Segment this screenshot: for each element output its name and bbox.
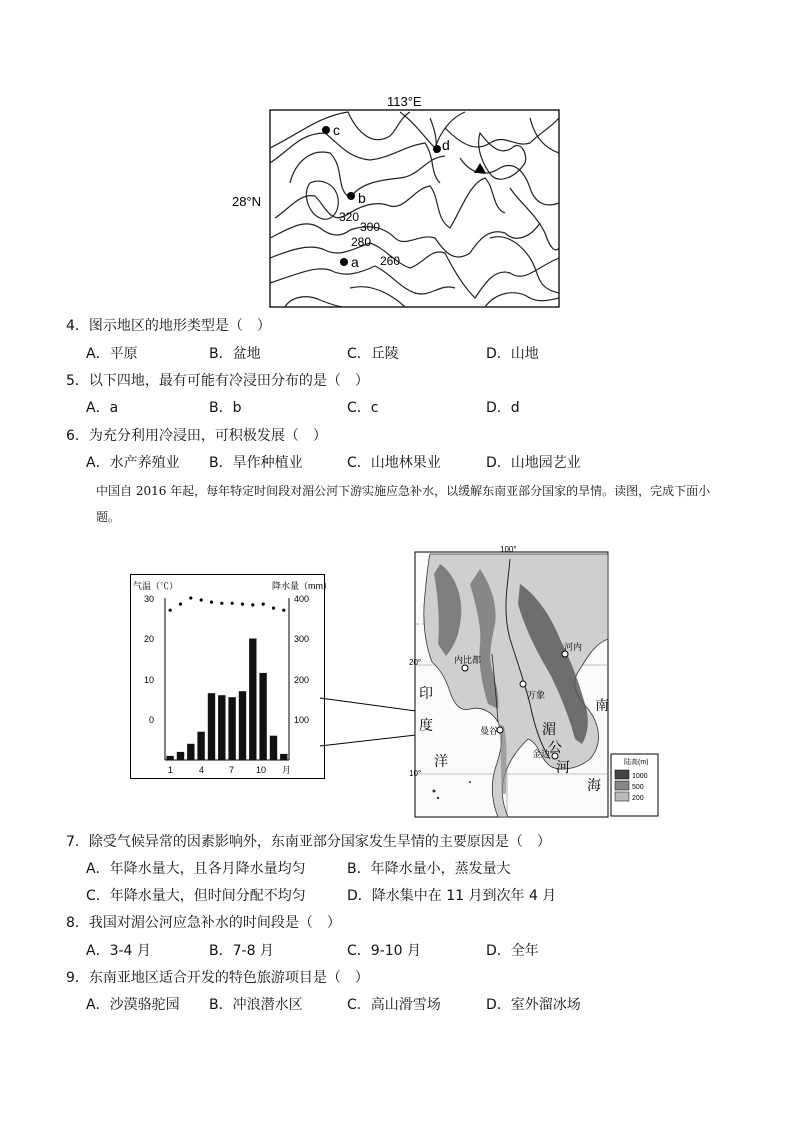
point-a-label: a	[351, 254, 359, 270]
q5-option-b[interactable]: B．b	[209, 400, 242, 416]
temp-tick-0: 0	[149, 715, 155, 725]
island	[437, 797, 439, 799]
point-b-label: b	[358, 190, 366, 206]
lat-10-label: 10°	[409, 769, 422, 778]
indian-ocean-char-2: 度	[419, 717, 433, 733]
temp-dot-9	[251, 603, 254, 606]
city-vientiane-marker	[520, 681, 526, 687]
longitude-label: 113°E	[387, 94, 422, 109]
precip-bar-5	[208, 693, 215, 760]
temp-dot-8	[241, 603, 244, 606]
x-tick-10: 10	[256, 765, 267, 775]
q4-option-c[interactable]: C．丘陵	[347, 346, 399, 362]
precip-bar-4	[197, 732, 204, 760]
temp-dot-2	[179, 603, 182, 606]
x-tick-7: 7	[229, 765, 235, 775]
q4-option-a[interactable]: A．平原	[86, 346, 138, 362]
question-6: 6．为充分利用冷浸田，可积极发展（ ）	[66, 428, 327, 444]
precip-bar-1	[166, 756, 173, 760]
city-vientiane: 万象	[527, 690, 546, 700]
q6-option-d[interactable]: D．山地园艺业	[486, 455, 581, 471]
precip-tick-100: 100	[294, 715, 310, 725]
indian-ocean-char-1: 印	[419, 685, 433, 701]
lat-20-label: 20°	[409, 658, 422, 667]
temp-tick-20: 20	[144, 634, 155, 644]
q7-option-d[interactable]: D．降水集中在 11 月到次年 4 月	[347, 888, 557, 904]
city-hanoi: 河内	[564, 642, 583, 652]
q8-option-b[interactable]: B．7-8 月	[209, 943, 274, 959]
climate-chart	[130, 574, 332, 779]
temp-dot-3	[189, 596, 192, 599]
legend-label-200: 200	[632, 795, 644, 802]
q9-option-b[interactable]: B．冲浪潜水区	[209, 997, 303, 1013]
legend-swatch-500	[615, 781, 629, 790]
point-d-label: d	[442, 137, 450, 153]
island	[433, 790, 436, 793]
south-sea-char-1: 南	[595, 697, 609, 713]
legend-title: 陆高(m)	[624, 759, 649, 766]
q5-option-c[interactable]: C．c	[347, 400, 379, 416]
precip-bar-7	[228, 697, 235, 760]
precip-tick-200: 200	[294, 675, 310, 685]
precipitation-bars	[166, 639, 287, 761]
temp-dot-4	[200, 598, 203, 601]
city-bangkok: 曼谷	[480, 726, 499, 736]
legend-swatch-1000	[615, 770, 629, 779]
q4-option-d[interactable]: D．山地	[486, 346, 539, 362]
lon-100-label: 100°	[500, 545, 517, 554]
q4-option-b[interactable]: B．盆地	[209, 346, 261, 362]
mekong-char-1: 湄	[542, 721, 556, 737]
x-unit-month: 月	[282, 765, 292, 775]
precip-bar-10	[259, 673, 266, 760]
q7-option-c[interactable]: C．年降水量大，但时间分配不均匀	[86, 888, 306, 904]
point-d-marker	[433, 145, 441, 153]
precip-bar-3	[187, 744, 194, 760]
legend-label-1000: 1000	[632, 773, 648, 780]
point-c-label: c	[333, 122, 340, 138]
temp-tick-10: 10	[144, 675, 155, 685]
temp-tick-30: 30	[144, 594, 155, 604]
temperature-dots	[169, 596, 286, 611]
temp-dot-6	[220, 602, 223, 605]
topographic-map	[230, 88, 570, 313]
question-5: 5．以下四地，最有可能有冷浸田分布的是（ ）	[66, 373, 369, 389]
q5-option-a[interactable]: A．a	[86, 400, 119, 416]
indian-ocean-char-3: 洋	[434, 753, 448, 769]
question-8: 8．我国对湄公河应急补水的时间段是（ ）	[66, 915, 341, 931]
temp-dot-12	[282, 609, 285, 612]
temp-dot-5	[210, 601, 213, 604]
precip-bar-11	[270, 736, 277, 760]
mekong-char-2: 公	[548, 739, 562, 755]
contour-label-280: 280	[351, 235, 372, 249]
latitude-label: 28°N	[232, 194, 262, 209]
temp-dot-10	[262, 603, 265, 606]
city-naypyidaw-marker	[462, 665, 468, 671]
q9-option-c[interactable]: C．高山滑雪场	[347, 997, 441, 1013]
q6-option-c[interactable]: C．山地林果业	[347, 455, 441, 471]
legend-label-500: 500	[632, 784, 644, 791]
map-frame	[270, 110, 559, 307]
q8-option-d[interactable]: D．全年	[486, 943, 539, 959]
precip-bar-12	[280, 754, 287, 760]
precip-tick-400: 400	[294, 594, 310, 604]
q8-option-c[interactable]: C．9-10 月	[347, 943, 421, 959]
southeast-asia-map	[410, 544, 660, 820]
legend-swatch-200	[615, 792, 629, 801]
precip-bar-8	[239, 691, 246, 760]
question-9: 9．东南亚地区适合开发的特色旅游项目是（ ）	[66, 970, 369, 986]
city-naypyidaw: 内比都	[454, 655, 482, 665]
q5-option-d[interactable]: D．d	[486, 400, 520, 416]
q6-option-a[interactable]: A．水产养殖业	[86, 455, 180, 471]
contour-lines	[270, 112, 559, 307]
contour-label-320: 320	[339, 210, 360, 224]
contour-label-260: 260	[380, 254, 401, 268]
x-tick-1: 1	[168, 765, 174, 775]
temp-axis-title: 气温（℃）	[133, 581, 179, 591]
temp-dot-7	[231, 602, 234, 605]
question-7: 7．除受气候异常的因素影响外，东南亚部分国家发生旱情的主要原因是（ ）	[66, 834, 551, 850]
q7-option-a[interactable]: A．年降水量大，且各月降水量均匀	[86, 861, 306, 877]
q7-option-b[interactable]: B．年降水量小，蒸发量大	[347, 861, 511, 877]
point-c-marker	[322, 126, 330, 134]
question-4: 4．图示地区的地形类型是（ ）	[66, 318, 271, 334]
contour-label-300: 300	[360, 220, 381, 234]
intro-paragraph: 中国自 2016 年起，每年特定时间段对湄公河下游实施应急补水，以缓解东南亚部分国家的旱情。读图，完成下面小题。	[96, 484, 711, 524]
q8-option-a[interactable]: A．3-4 月	[86, 943, 151, 959]
precip-bar-6	[218, 695, 225, 760]
mekong-char-3: 河	[556, 759, 570, 775]
temp-dot-11	[272, 607, 275, 610]
point-a-marker	[340, 258, 348, 266]
precip-bar-9	[249, 639, 256, 761]
precip-tick-300: 300	[294, 634, 310, 644]
city-phnompenh: 金边	[532, 749, 551, 759]
point-b-marker	[347, 192, 355, 200]
q6-option-b[interactable]: B．旱作种植业	[209, 455, 303, 471]
q9-option-a[interactable]: A．沙漠骆驼园	[86, 997, 180, 1013]
temp-dot-1	[169, 609, 172, 612]
south-sea-char-2: 海	[587, 777, 601, 793]
precip-bar-2	[177, 752, 184, 760]
island	[469, 781, 471, 783]
q9-option-d[interactable]: D．室外溜冰场	[486, 997, 581, 1013]
precip-axis-title: 降水量（mm）	[272, 581, 332, 591]
x-tick-4: 4	[199, 765, 205, 775]
